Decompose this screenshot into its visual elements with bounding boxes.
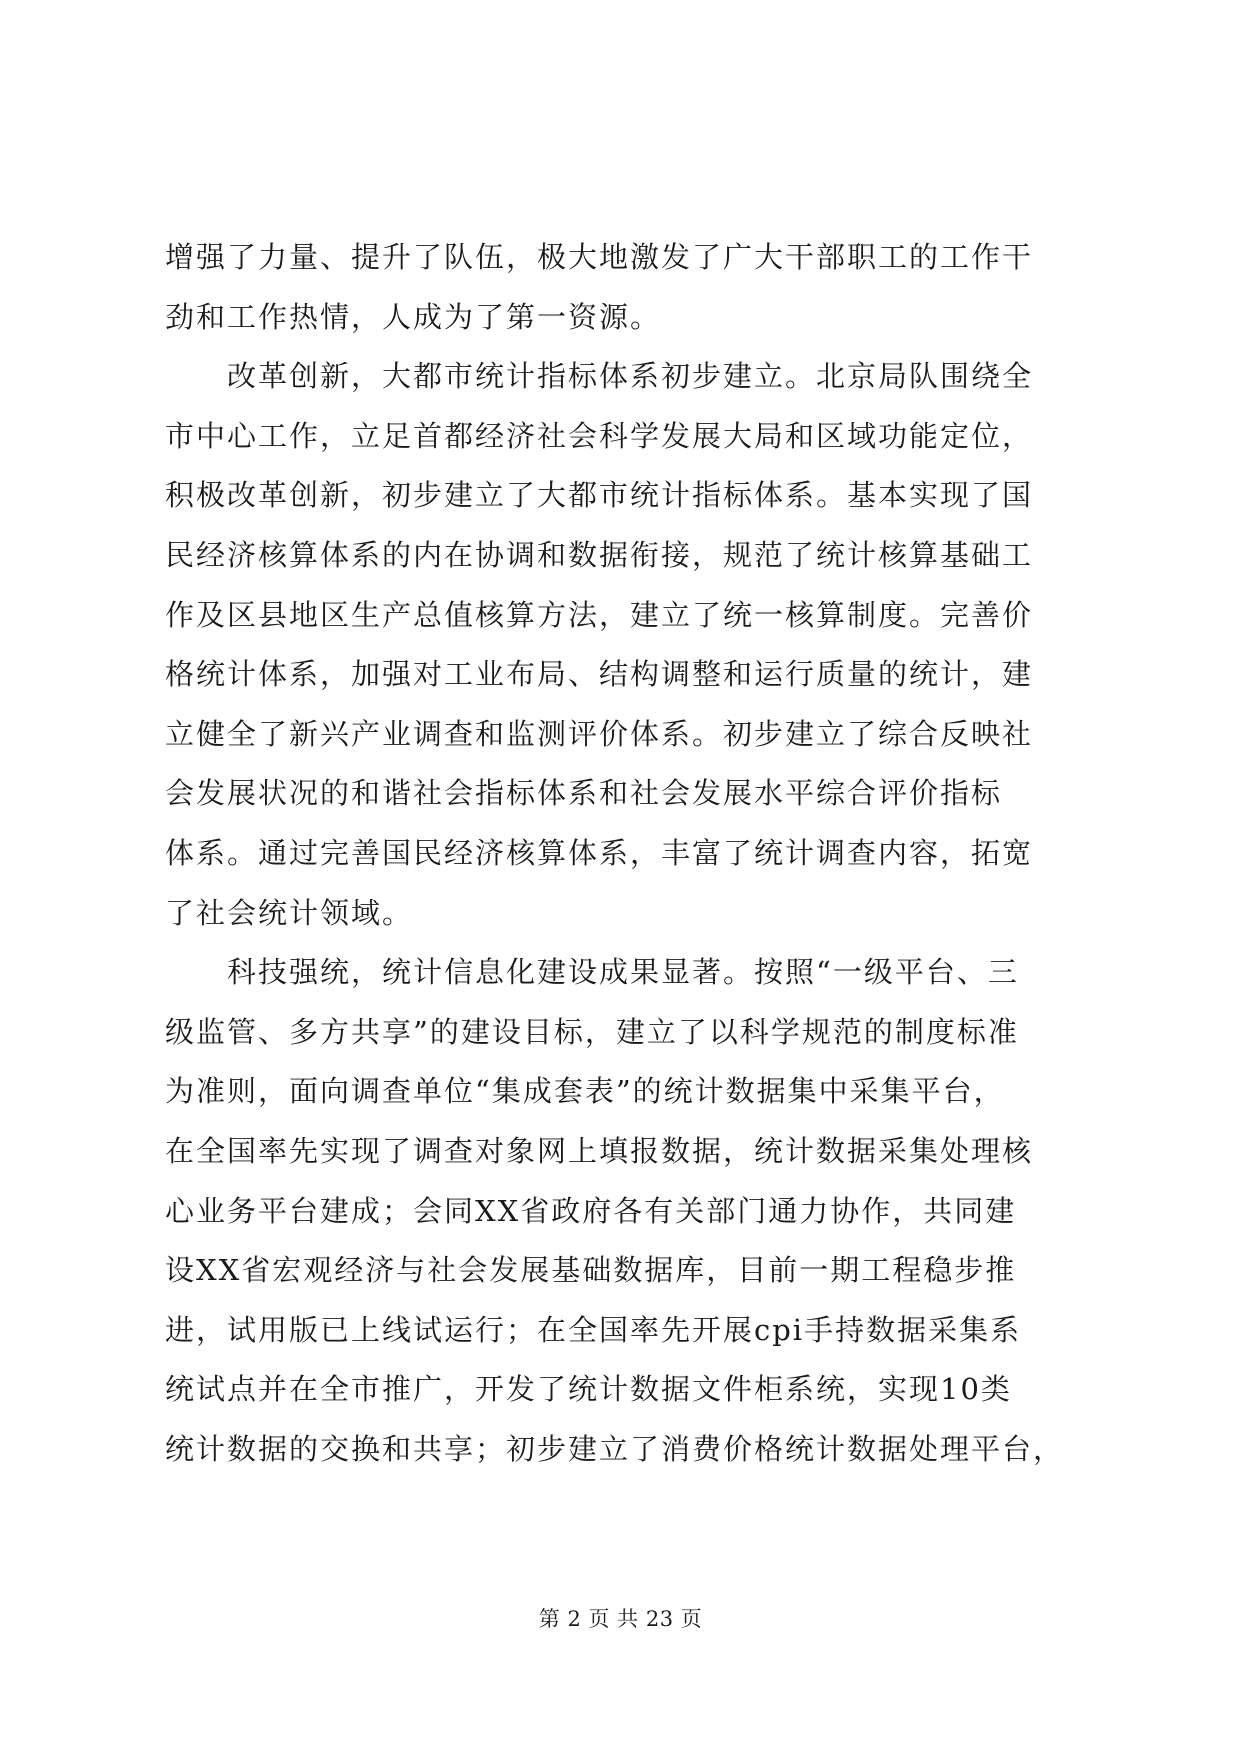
text-line: 了社会统计领域。 bbox=[165, 895, 414, 930]
page-number-footer: 第 2 页 共 23 页 bbox=[538, 1607, 703, 1631]
text-line: 统试点并在全市推广，开发了统计数据文件柜系统，实现10类 bbox=[165, 1372, 1012, 1407]
text-line: 在全国率先实现了调查对象网上填报数据，统计数据采集处理核 bbox=[165, 1133, 1034, 1168]
text-line: 作及区县地区生产总值核算方法，建立了统一核算制度。完善价 bbox=[165, 597, 1034, 632]
text-line: 心业务平台建成；会同XX省政府各有关部门通力协作，共同建 bbox=[165, 1193, 1017, 1228]
text-line: 级监管、多方共享”的建设目标，建立了以科学规范的制度标准 bbox=[165, 1014, 1019, 1049]
text-line: 积极改革创新，初步建立了大都市统计指标体系。基本实现了国 bbox=[165, 478, 1034, 513]
text-line: 格统计体系，加强对工业布局、结构调整和运行质量的统计，建 bbox=[165, 657, 1034, 692]
body-text bbox=[165, 228, 1075, 1479]
text-line: 改革创新，大都市统计指标体系初步建立。北京局队围绕全 bbox=[165, 359, 1034, 394]
text-line: 统计数据的交换和共享；初步建立了消费价格统计数据处理平台， bbox=[165, 1431, 1065, 1466]
text-line: 会发展状况的和谐社会指标体系和社会发展水平综合评价指标 bbox=[165, 776, 1003, 811]
text-line: 设XX省宏观经济与社会发展基础数据库，目前一期工程稳步推 bbox=[165, 1253, 1017, 1288]
text-line: 为准则，面向调查单位“集成套表”的统计数据集中采集平台， bbox=[165, 1074, 1005, 1109]
text-line: 科技强统，统计信息化建设成果显著。按照“一级平台、三 bbox=[165, 955, 1019, 990]
text-line: 进，试用版已上线试运行；在全国率先开展cpi手持数据采集系 bbox=[165, 1312, 1022, 1347]
text-line: 体系。通过完善国民经济核算体系，丰富了统计调查内容，拓宽 bbox=[165, 835, 1034, 870]
text-line: 立健全了新兴产业调查和监测评价体系。初步建立了综合反映社 bbox=[165, 716, 1034, 751]
text-line: 民经济核算体系的内在协调和数据衔接，规范了统计核算基础工 bbox=[165, 537, 1034, 572]
text-line: 劲和工作热情，人成为了第一资源。 bbox=[165, 299, 662, 334]
text-line: 增强了力量、提升了队伍，极大地激发了广大干部职工的工作干 bbox=[165, 240, 1034, 274]
text-line: 市中心工作，立足首都经济社会科学发展大局和区域功能定位， bbox=[165, 418, 1034, 453]
